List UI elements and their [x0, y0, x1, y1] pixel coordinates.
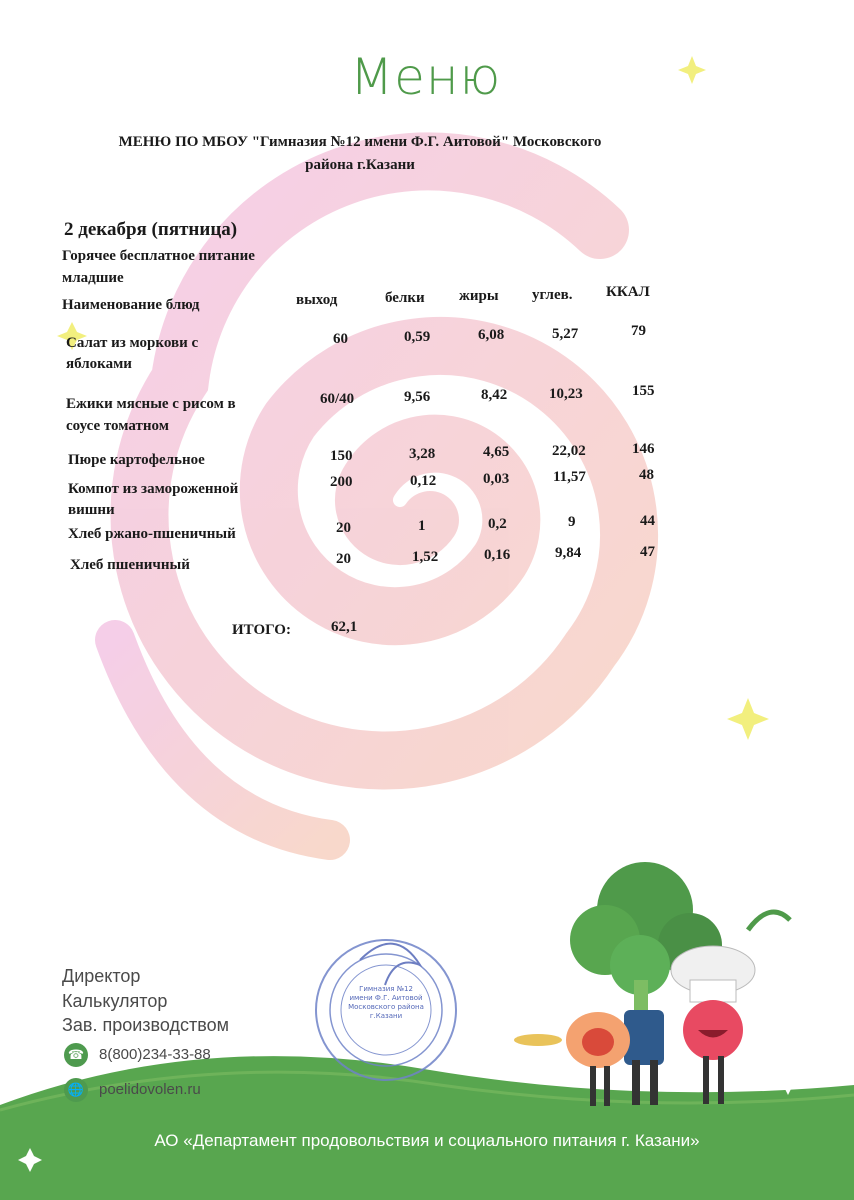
staff-director: Директор	[62, 966, 141, 986]
dish-name-cont: вишни	[68, 502, 115, 518]
column-header-kcal: ККАЛ	[606, 284, 650, 300]
output-value: 60/40	[320, 391, 355, 407]
column-header-fat: жиры	[459, 288, 499, 304]
staff-calculator: Калькулятор	[62, 991, 168, 1011]
carbs-value: 9,84	[555, 545, 582, 561]
total-label: ИТОГО:	[232, 622, 291, 638]
dish-name: Хлеб ржано-пшеничный	[68, 526, 236, 542]
kcal-value: 48	[639, 467, 654, 483]
page-heading: Меню	[350, 48, 502, 106]
fat-value: 6,08	[478, 327, 505, 343]
kcal-value: 155	[632, 383, 655, 399]
header-line-1: МЕНЮ ПО МБОУ "Гимназия №12 имени Ф.Г. Аитовой" Московского	[118, 134, 602, 150]
fat-value: 8,42	[481, 387, 508, 403]
footer-hill	[0, 1056, 854, 1200]
carbs-value: 5,27	[552, 326, 579, 342]
carbs-value: 22,02	[552, 443, 586, 459]
total-value: 62,1	[331, 619, 358, 635]
phone-number: 8(800)234-33-88	[99, 1046, 211, 1063]
output-value: 20	[336, 520, 351, 536]
fat-value: 0,16	[484, 547, 511, 563]
vegetable-mascots-illustration	[514, 862, 790, 1106]
dish-name: Ежики мясные с рисом в	[66, 396, 236, 412]
column-header-protein: белки	[385, 290, 425, 306]
dish-name: Компот из замороженной	[68, 481, 239, 497]
meal-type-line-1: Горячее бесплатное питание	[62, 248, 255, 264]
kcal-value: 47	[640, 544, 655, 560]
protein-value: 0,59	[404, 329, 431, 345]
fat-value: 4,65	[483, 444, 510, 460]
column-header-output: выход	[296, 292, 338, 308]
dish-name: Пюре картофельное	[68, 452, 205, 468]
carbs-value: 11,57	[553, 469, 586, 485]
output-value: 60	[333, 331, 348, 347]
dish-name-cont: яблоками	[66, 356, 132, 372]
column-header-carbs: углев.	[532, 287, 573, 303]
fat-value: 0,03	[483, 471, 510, 487]
protein-value: 1	[418, 518, 426, 534]
protein-value: 9,56	[404, 389, 431, 405]
dish-name: Салат из моркови с	[66, 335, 199, 351]
phone-icon: ☎	[64, 1043, 88, 1067]
carbs-value: 9	[568, 514, 576, 530]
stamp-text: Гимназия №12 имени Ф.Г. Аитовой Московского района г.Казани	[348, 985, 424, 1020]
dish-name: Хлеб пшеничный	[70, 557, 190, 573]
header-line-2: района г.Казани	[305, 157, 415, 173]
protein-value: 1,52	[412, 549, 439, 565]
protein-value: 3,28	[409, 446, 436, 462]
dish-name-cont: соусе томатном	[66, 418, 169, 434]
output-value: 200	[330, 474, 353, 490]
column-header-name: Наименование блюд	[62, 297, 200, 313]
kcal-value: 79	[631, 323, 646, 339]
carbs-value: 10,23	[549, 386, 583, 402]
kcal-value: 44	[640, 513, 655, 529]
protein-value: 0,12	[410, 473, 437, 489]
website-link[interactable]: poelidovolen.ru	[99, 1081, 201, 1098]
output-value: 20	[336, 551, 351, 567]
footer-organization: АО «Департамент продовольствия и социального питания г. Казани»	[154, 1131, 700, 1150]
staff-production-head: Зав. производством	[62, 1015, 229, 1035]
date-label: 2 декабря (пятница)	[64, 219, 238, 240]
meal-type-line-2: младшие	[62, 270, 124, 286]
globe-icon: 🌐	[64, 1078, 88, 1102]
kcal-value: 146	[632, 441, 655, 457]
fat-value: 0,2	[488, 516, 507, 532]
output-value: 150	[330, 448, 353, 464]
